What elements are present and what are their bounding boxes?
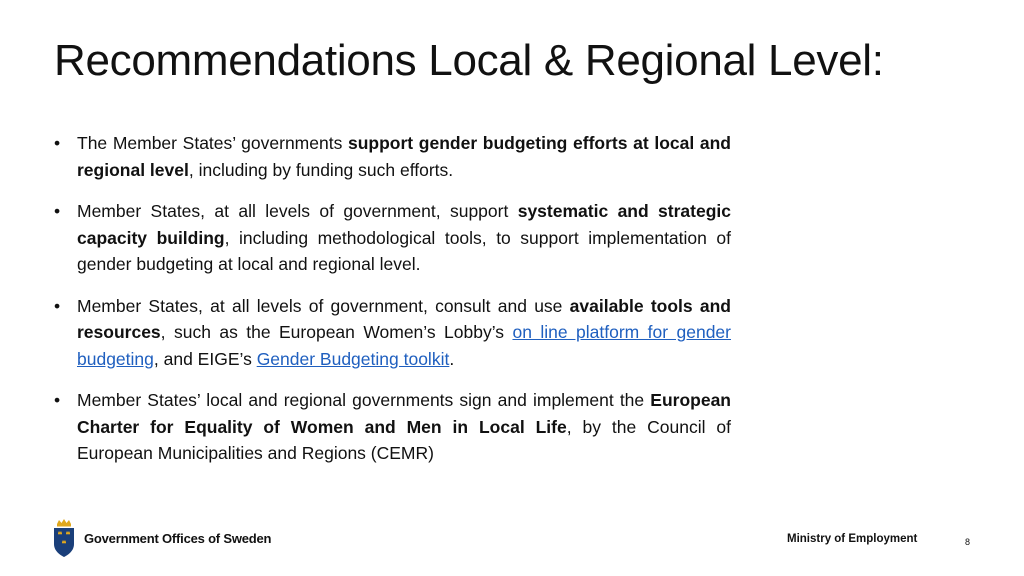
body-text: Member States, at all levels of government, support <box>77 201 518 221</box>
hyperlink[interactable]: on line platform for gender budgeting <box>77 322 731 369</box>
bold-text: support gender budgeting efforts at local and regional level <box>77 133 731 180</box>
bullet-marker: • <box>54 201 61 221</box>
body-text: . <box>449 348 455 369</box>
bold-text: systematic and strategic capacity building <box>77 201 731 248</box>
body-text: , by the Council of European Municipalities and Regions (CEMR) <box>77 416 731 463</box>
bullet-item <box>54 130 731 183</box>
body-text: , such as the European Women’s Lobby’s <box>160 322 513 342</box>
bullet-text <box>77 293 731 373</box>
swedish-crest-icon <box>52 518 76 558</box>
body-text: , and EIGE’s <box>153 348 257 369</box>
bold-text: European Charter for Equality of Women and Men in Local Life <box>77 390 731 437</box>
bullet-marker: • <box>54 390 61 410</box>
bullet-text <box>77 387 731 467</box>
bullet-item <box>54 387 731 467</box>
bullet-marker: • <box>54 133 61 153</box>
page-number: 8 <box>965 537 971 547</box>
organization-name: Government Offices of Sweden <box>84 530 272 546</box>
body-text: Member States’ local and regional governments sign and implement the <box>77 390 651 410</box>
bullet-list <box>54 130 731 482</box>
hyperlink[interactable]: Gender Budgeting toolkit <box>256 348 450 369</box>
body-text: The Member States’ governments <box>77 133 348 153</box>
body-text: , including by funding such efforts. <box>188 159 454 180</box>
body-text: , including methodological tools, to support implementation of gender budgeting at local and regional level. <box>77 227 731 274</box>
bullet-item <box>54 198 731 278</box>
government-logo <box>52 518 271 558</box>
bullet-item <box>54 293 731 373</box>
bold-text: available tools and resources <box>77 295 731 342</box>
bullet-marker: • <box>54 295 61 316</box>
bullet-text <box>77 198 731 278</box>
ministry-name: Ministry of Employment <box>787 533 918 545</box>
bullet-text <box>77 130 731 183</box>
body-text: Member States, at all levels of government, consult and use <box>77 295 570 316</box>
slide-title: Recommendations Local & Regional Level: <box>54 36 884 85</box>
